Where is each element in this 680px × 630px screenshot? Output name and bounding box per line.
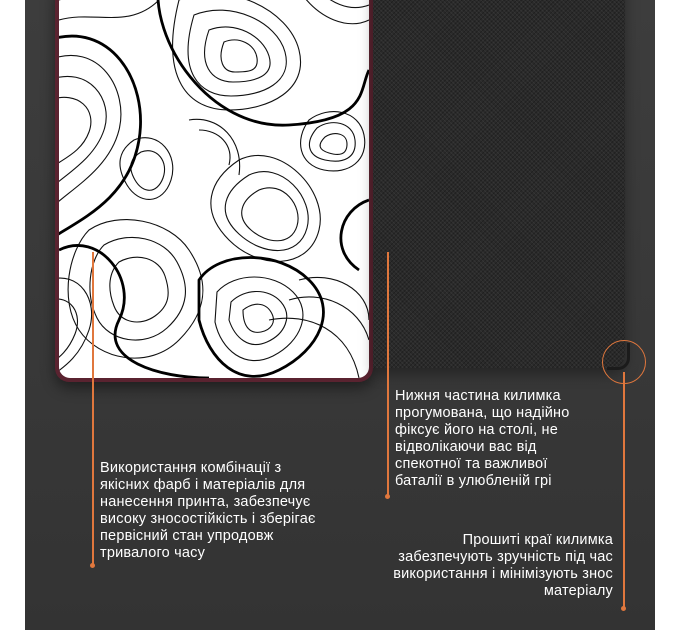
callout-dot-edges bbox=[621, 606, 626, 611]
callout-line-print bbox=[92, 252, 94, 565]
topographic-pattern-icon bbox=[59, 0, 369, 378]
callout-line-edges bbox=[623, 372, 625, 608]
caption-print-quality: Використання комбінації з якісних фарб і матеріалів для нанесення принта, забезпечує високу зносостійкість і зберігає первісний стан упродовж тривалого часу bbox=[100, 460, 316, 561]
mousepad-rubber-bottom bbox=[373, 0, 625, 368]
callout-line-rubber bbox=[387, 252, 389, 496]
topographic-pattern bbox=[59, 0, 369, 378]
callout-dot-print bbox=[90, 563, 95, 568]
caption-stitched-edges: Прошиті краї килимка забезпечують зручність під час використання і мінімізують знос матеріалу bbox=[393, 532, 613, 599]
caption-rubber-base: Нижня частина килимка прогумована, що надійно фіксує його на столі, не відволікаючи вас від спекотної та важливої баталії в улюбленій грі bbox=[395, 388, 570, 489]
callout-dot-rubber bbox=[385, 494, 390, 499]
product-feature-panel bbox=[25, 0, 655, 630]
mousepad-top-side bbox=[55, 0, 373, 382]
